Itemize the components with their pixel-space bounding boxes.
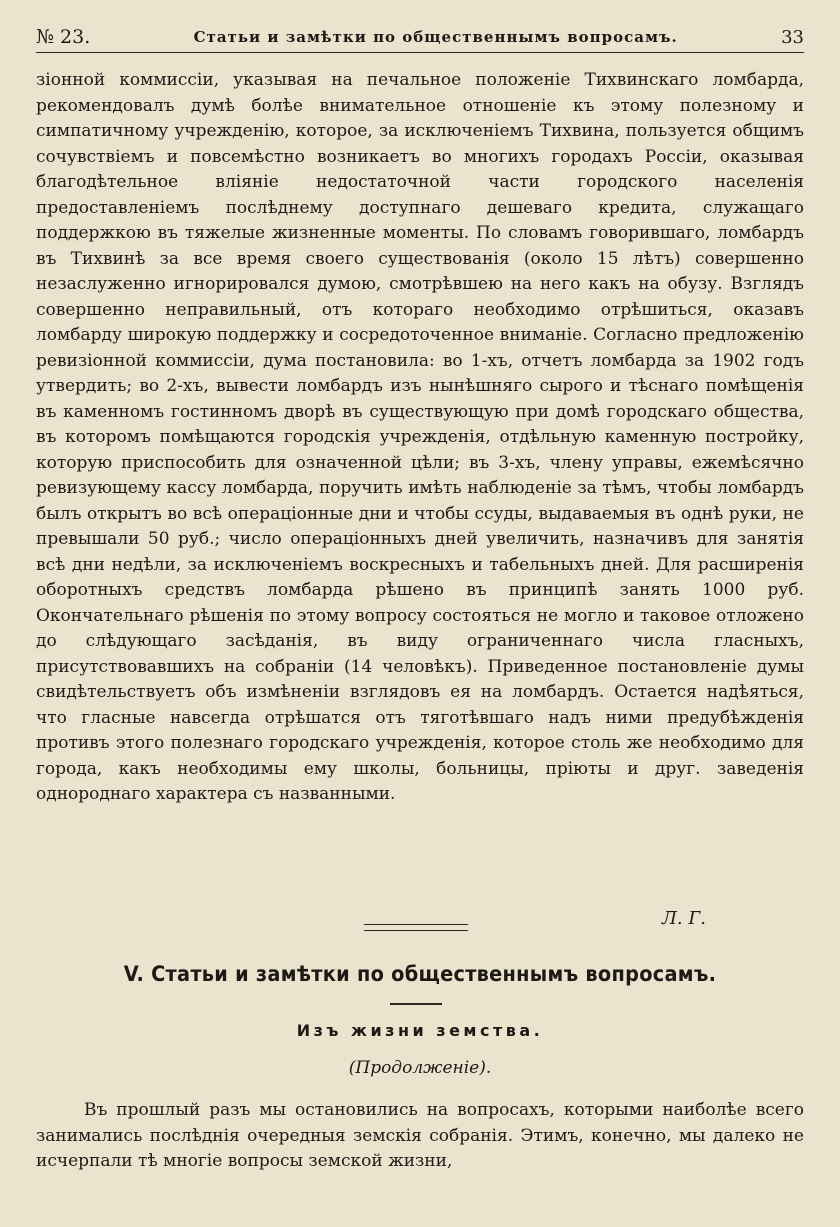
author-signature: Л. Г.: [661, 908, 706, 929]
article-body: [36, 68, 804, 808]
issue-number: № 23.: [36, 26, 91, 48]
section-subheading: Изъ жизни земства.: [296, 1021, 544, 1040]
short-rule-divider: [390, 1003, 442, 1005]
running-header: [36, 22, 804, 53]
section-heading: V. Статьи и замѣтки по общественнымъ вопросамъ.: [123, 962, 717, 986]
continued-note: (Продолженіе).: [348, 1058, 492, 1078]
article-paragraph: зіонной коммиссіи, указывая на печальное положеніе Тихвинскаго ломбарда, рекомендовалъ думѣ болѣе внимательное отношеніе къ этому полезному и симпатичному учрежденію, которое, за исключеніемъ Тихвина, пользуется общимъ сочувствіемъ и повсемѣстно возникаетъ во многихъ городахъ Россіи, оказывая благодѣтельное вліяніе недостаточной части городского населенія предоставленіемъ послѣднему доступнаго дешеваго кредита, служащаго поддержкою въ тяжелые жизненные моменты. По словамъ говорившаго, ломбардъ въ Тихвинѣ за все время своего существованія (около 15 лѣтъ) совершенно незаслуженно игнорировался думою, смотрѣвшею на него какъ на обузу. Взглядъ совершенно неправильный, отъ котораго необходимо отрѣшиться, оказавъ ломбарду широкую поддержку и сосредоточенное вниманіе. Согласно предложенію ревизіонной коммиссіи, дума постановила: во 1-хъ, отчетъ ломбарда за 1902 годъ утвердить; во 2-хъ, вывести ломбардъ изъ нынѣшняго сырого и тѣснаго помѣщенія въ каменномъ гостинномъ дворѣ въ существующую при домѣ городскаго общества, въ которомъ помѣщаются городскія учрежденія, отдѣльную каменную постройку, которую приспособить для означенной цѣли; въ 3-хъ, члену управы, ежемѣсячно ревизующему кассу ломбарда, поручить имѣть наблюденіе за тѣмъ, чтобы ломбардъ былъ открытъ во всѣ операціонные дни и чтобы ссуды, выдаваемыя въ однѣ руки, не превышали 50 руб.; число операціонныхъ дней увеличить, назначивъ для занятія всѣ дни недѣли, за исключеніемъ воскресныхъ и табельныхъ дней. Для расширенія оборотныхъ средствъ ломбарда рѣшено въ принципѣ занять 1000 руб. Окончательнаго рѣшенія по этому вопросу состояться не могло и таковое отложено до слѣдующаго засѣданія, въ виду ограниченнаго числа гласныхъ, присутствовавшихъ на собраніи (14 человѣкъ). Приведенное постановленіе думы свидѣтельствуетъ объ измѣненіи взглядовъ ея на ломбардъ. Остается надѣяться, что гласные навсегда отрѣшатся отъ тяготѣвшаго надъ ними предубѣжденія противъ этого полезнаго городскаго учрежденія, которое столь же необходимо для города, какъ необходимы ему школы, больницы, пріюты и друг. заведенія однороднаго характера съ названными.: [36, 70, 804, 804]
running-title: Статьи и замѣтки по общественнымъ вопросамъ.: [193, 28, 678, 46]
page-number: 33: [781, 26, 804, 48]
section-paragraph: Въ прошлый разъ мы остановились на вопросахъ, которыми наиболѣе всего занимались послѣднія очередныя земскія собранія. Этимъ, конечно, мы далеко не исчерпали тѣ многіе вопросы земской жизни,: [36, 1100, 804, 1171]
section-body: [36, 1098, 804, 1175]
double-rule-divider: [364, 924, 468, 931]
